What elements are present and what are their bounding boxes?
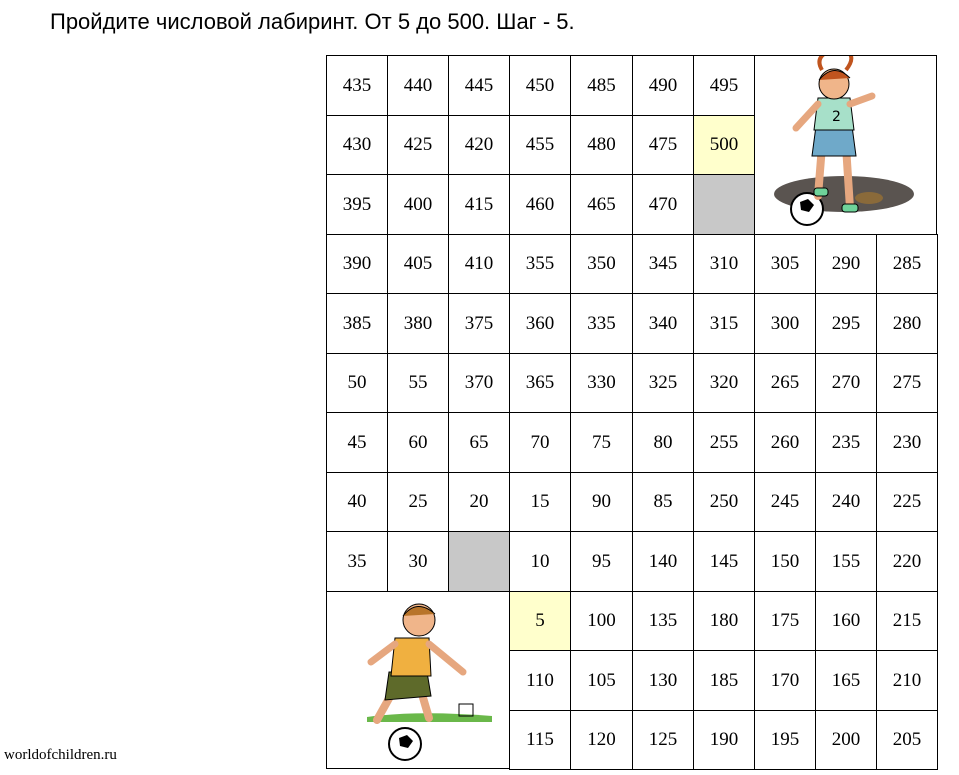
maze-cell: 335 — [570, 293, 633, 354]
maze-cell: 245 — [754, 472, 816, 532]
maze-cell: 310 — [693, 234, 755, 294]
maze-cell: 10 — [509, 531, 571, 592]
maze-cell: 225 — [876, 472, 938, 532]
boy-soccer-player-illustration — [326, 591, 510, 769]
maze-cell: 115 — [509, 710, 571, 770]
maze-cell: 95 — [570, 531, 633, 592]
maze-cell: 55 — [387, 353, 449, 413]
maze-cell: 215 — [876, 591, 938, 651]
maze-cell: 25 — [387, 472, 449, 532]
maze-cell: 280 — [876, 293, 938, 354]
maze-cell: 205 — [876, 710, 938, 770]
maze-cell: 195 — [754, 710, 816, 770]
maze-cell: 20 — [448, 472, 510, 532]
maze-cell: 240 — [815, 472, 877, 532]
maze-cell: 60 — [387, 412, 449, 473]
maze-cell: 65 — [448, 412, 510, 473]
finish-cell: 500 — [693, 115, 755, 175]
maze-cell: 400 — [387, 174, 449, 235]
maze-cell: 40 — [326, 472, 388, 532]
maze-cell: 140 — [632, 531, 694, 592]
maze-cell: 415 — [448, 174, 510, 235]
maze-cell: 180 — [693, 591, 755, 651]
maze-cell: 370 — [448, 353, 510, 413]
maze-cell: 30 — [387, 531, 449, 592]
watermark: worldofchildren.ru — [4, 747, 117, 763]
maze-cell: 110 — [509, 650, 571, 711]
maze-cell: 75 — [570, 412, 633, 473]
maze-cell: 185 — [693, 650, 755, 711]
maze-cell: 395 — [326, 174, 388, 235]
maze-cell: 275 — [876, 353, 938, 413]
maze-cell: 305 — [754, 234, 816, 294]
maze-cell: 330 — [570, 353, 633, 413]
maze-cell: 355 — [509, 234, 571, 294]
maze-cell: 260 — [754, 412, 816, 473]
svg-text:2: 2 — [832, 109, 841, 125]
maze-cell: 35 — [326, 531, 388, 592]
maze-cell: 210 — [876, 650, 938, 711]
start-cell: 5 — [509, 591, 571, 651]
maze-cell: 385 — [326, 293, 388, 354]
maze-cell: 90 — [570, 472, 633, 532]
maze-cell: 235 — [815, 412, 877, 473]
maze-cell: 375 — [448, 293, 510, 354]
maze-cell: 255 — [693, 412, 755, 473]
maze-cell: 220 — [876, 531, 938, 592]
maze-cell: 390 — [326, 234, 388, 294]
maze-cell: 405 — [387, 234, 449, 294]
maze-cell: 290 — [815, 234, 877, 294]
maze-cell: 170 — [754, 650, 816, 711]
maze-cell: 135 — [632, 591, 694, 651]
maze-cell: 485 — [570, 55, 633, 116]
maze-cell: 410 — [448, 234, 510, 294]
blocked-cell — [693, 174, 755, 235]
maze-cell: 80 — [632, 412, 694, 473]
maze-cell: 420 — [448, 115, 510, 175]
maze-cell: 160 — [815, 591, 877, 651]
maze-cell: 350 — [570, 234, 633, 294]
maze-cell: 325 — [632, 353, 694, 413]
maze-cell: 360 — [509, 293, 571, 354]
maze-cell: 70 — [509, 412, 571, 473]
maze-cell: 300 — [754, 293, 816, 354]
maze-cell: 495 — [693, 55, 755, 116]
maze-cell: 480 — [570, 115, 633, 175]
maze-cell: 435 — [326, 55, 388, 116]
maze-cell: 475 — [632, 115, 694, 175]
maze-cell: 15 — [509, 472, 571, 532]
maze-cell: 465 — [570, 174, 633, 235]
page-title: Пройдите числовой лабиринт. От 5 до 500. Шаг - 5. — [50, 9, 575, 34]
maze-cell: 145 — [693, 531, 755, 592]
maze-cell: 45 — [326, 412, 388, 473]
maze-cell: 190 — [693, 710, 755, 770]
maze-cell: 270 — [815, 353, 877, 413]
maze-cell: 50 — [326, 353, 388, 413]
maze-cell: 105 — [570, 650, 633, 711]
maze-cell: 85 — [632, 472, 694, 532]
maze-cell: 445 — [448, 55, 510, 116]
maze-cell: 200 — [815, 710, 877, 770]
maze-cell: 250 — [693, 472, 755, 532]
maze-cell: 365 — [509, 353, 571, 413]
girl-soccer-player-illustration — [753, 55, 937, 236]
maze-cell: 455 — [509, 115, 571, 175]
maze-cell: 425 — [387, 115, 449, 175]
maze-cell: 380 — [387, 293, 449, 354]
maze-cell: 320 — [693, 353, 755, 413]
maze-cell: 230 — [876, 412, 938, 473]
maze-cell: 125 — [632, 710, 694, 770]
maze-cell: 120 — [570, 710, 633, 770]
maze-cell: 460 — [509, 174, 571, 235]
maze-cell: 265 — [754, 353, 816, 413]
number-maze-grid — [326, 55, 937, 769]
maze-cell: 285 — [876, 234, 938, 294]
maze-cell: 345 — [632, 234, 694, 294]
maze-cell: 175 — [754, 591, 816, 651]
maze-cell: 440 — [387, 55, 449, 116]
maze-cell: 295 — [815, 293, 877, 354]
maze-cell: 155 — [815, 531, 877, 592]
maze-cell: 450 — [509, 55, 571, 116]
maze-cell: 130 — [632, 650, 694, 711]
maze-cell: 165 — [815, 650, 877, 711]
maze-cell: 100 — [570, 591, 633, 651]
maze-cell: 430 — [326, 115, 388, 175]
maze-cell: 470 — [632, 174, 694, 235]
maze-cell: 490 — [632, 55, 694, 116]
blocked-cell — [448, 531, 510, 592]
maze-cell: 340 — [632, 293, 694, 354]
maze-cell: 315 — [693, 293, 755, 354]
maze-cell: 150 — [754, 531, 816, 592]
